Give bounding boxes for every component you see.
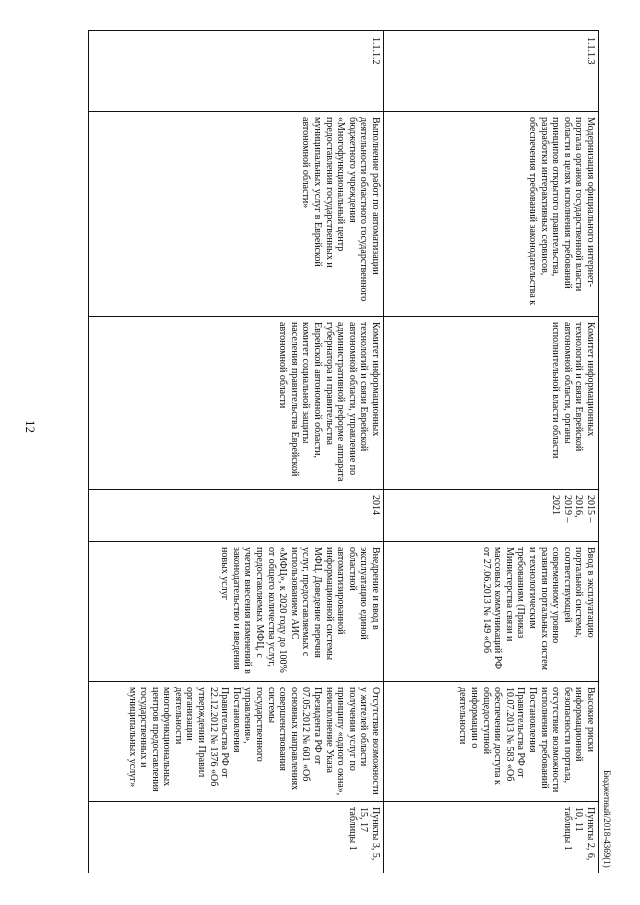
row-1-consequence: Отсутствие возможности у жителей области получения услуг по принципу «одного окна», неисполнение Указа Президента РФ от 07.05.2012 № 601 «Об основных направлениях совершенствования системы государственного управления», Постановления Правительства РФ от 22.12.2012 № 1376 «Об утверждении Правил организации деятельности многофункциональных центров предоставления государственных и муниципальных услуг» [126, 687, 381, 796]
row-2-number: 1.1.1.3 [585, 37, 596, 65]
row-1-link-cell [88, 803, 383, 873]
row-1-year-cell [88, 491, 383, 541]
measures-table [88, 30, 599, 873]
row-2-link: Пункты 2, 6, 10, 11 таблицы 1 [561, 807, 596, 861]
row-1-measure-cell [88, 113, 383, 316]
row-2-executor-cell [383, 318, 598, 489]
column-border [88, 541, 598, 542]
row-2-measure-cell [383, 113, 598, 316]
row-2-executor: Комитет информационных технологий и связи Еврейской автономной области, органы исполнительной власти области [550, 322, 596, 459]
column-border [88, 316, 598, 317]
column-border [88, 801, 598, 802]
row-1-measure: Выполнение работ по автоматизации деятельности областного государственного бюджетного учреждения «Многофункциональный центр предоставления государственных и муниципальных услуг в Еврейской автономной области» [300, 117, 381, 302]
row-1-executor-cell [88, 318, 383, 489]
column-border [88, 489, 598, 490]
row-1-result-cell [88, 543, 383, 681]
row-1-number: 1.1.1.2 [370, 37, 381, 65]
row-2-consequence: Высокие риски информационной безопасности портала, отсутствие возможности исполнения требований Постановления Правительства РФ от 10.07.2013 № 583 «Об обеспечении доступа к общедоступной информации о деятельности [457, 687, 596, 793]
row-2-year-cell [383, 491, 598, 541]
column-border [88, 111, 598, 112]
row-2-year: 2015 – 2016, 2019 – 2021 [550, 495, 596, 523]
row-1-executor: Комитет информационных технологий и связи Еврейской автономной области, управление по административной реформе аппарата губернатора и правительства Еврейской автономной области, комитет социальной защиты населения правительства Еврейской автономной области [277, 322, 381, 482]
row-2-number-cell [383, 33, 598, 111]
row-2-link-cell [383, 803, 598, 873]
page-number: 12 [23, 420, 38, 433]
row-1-result: Внедрение и ввод в эксплуатацию единой областной автоматизированной информационной системы МФЦ. Доведение перечня услуг, предоставляемых с использованием АИС «МФЦ», к 2020 году до 100% от общего количества услуг, предоставляемых МФЦ, с учетом внесения изменений в законодательство и введения новых услуг [219, 547, 381, 674]
row-1-year: 2014 [370, 495, 381, 515]
row-2-result-cell [383, 543, 598, 681]
row-2-result: Ввод в эксплуатацию портальной системы, соответствующей современному уровню развития портальных систем и технологическим требованиям (Приказ Министерства связи и массовых коммуникаций РФ от 27.06.2013 № 149 «Об [480, 547, 596, 671]
row-1-link: Пункты 3, 5, 15, 17 таблицы 1 [346, 807, 381, 861]
document-code: Бюджетный/2018-4369(1) [602, 770, 612, 868]
row-1-consequence-cell [88, 683, 383, 801]
row-2-measure: Модернизация официального интернет-портала органов государственной власти области в целях исполнения требований принципов открытого правительства, разработки интерактивных сервисов, обеспечения требований законодательства к [527, 117, 596, 306]
row-2-consequence-cell [383, 683, 598, 801]
column-border [88, 681, 598, 682]
row-1-number-cell [88, 33, 383, 111]
